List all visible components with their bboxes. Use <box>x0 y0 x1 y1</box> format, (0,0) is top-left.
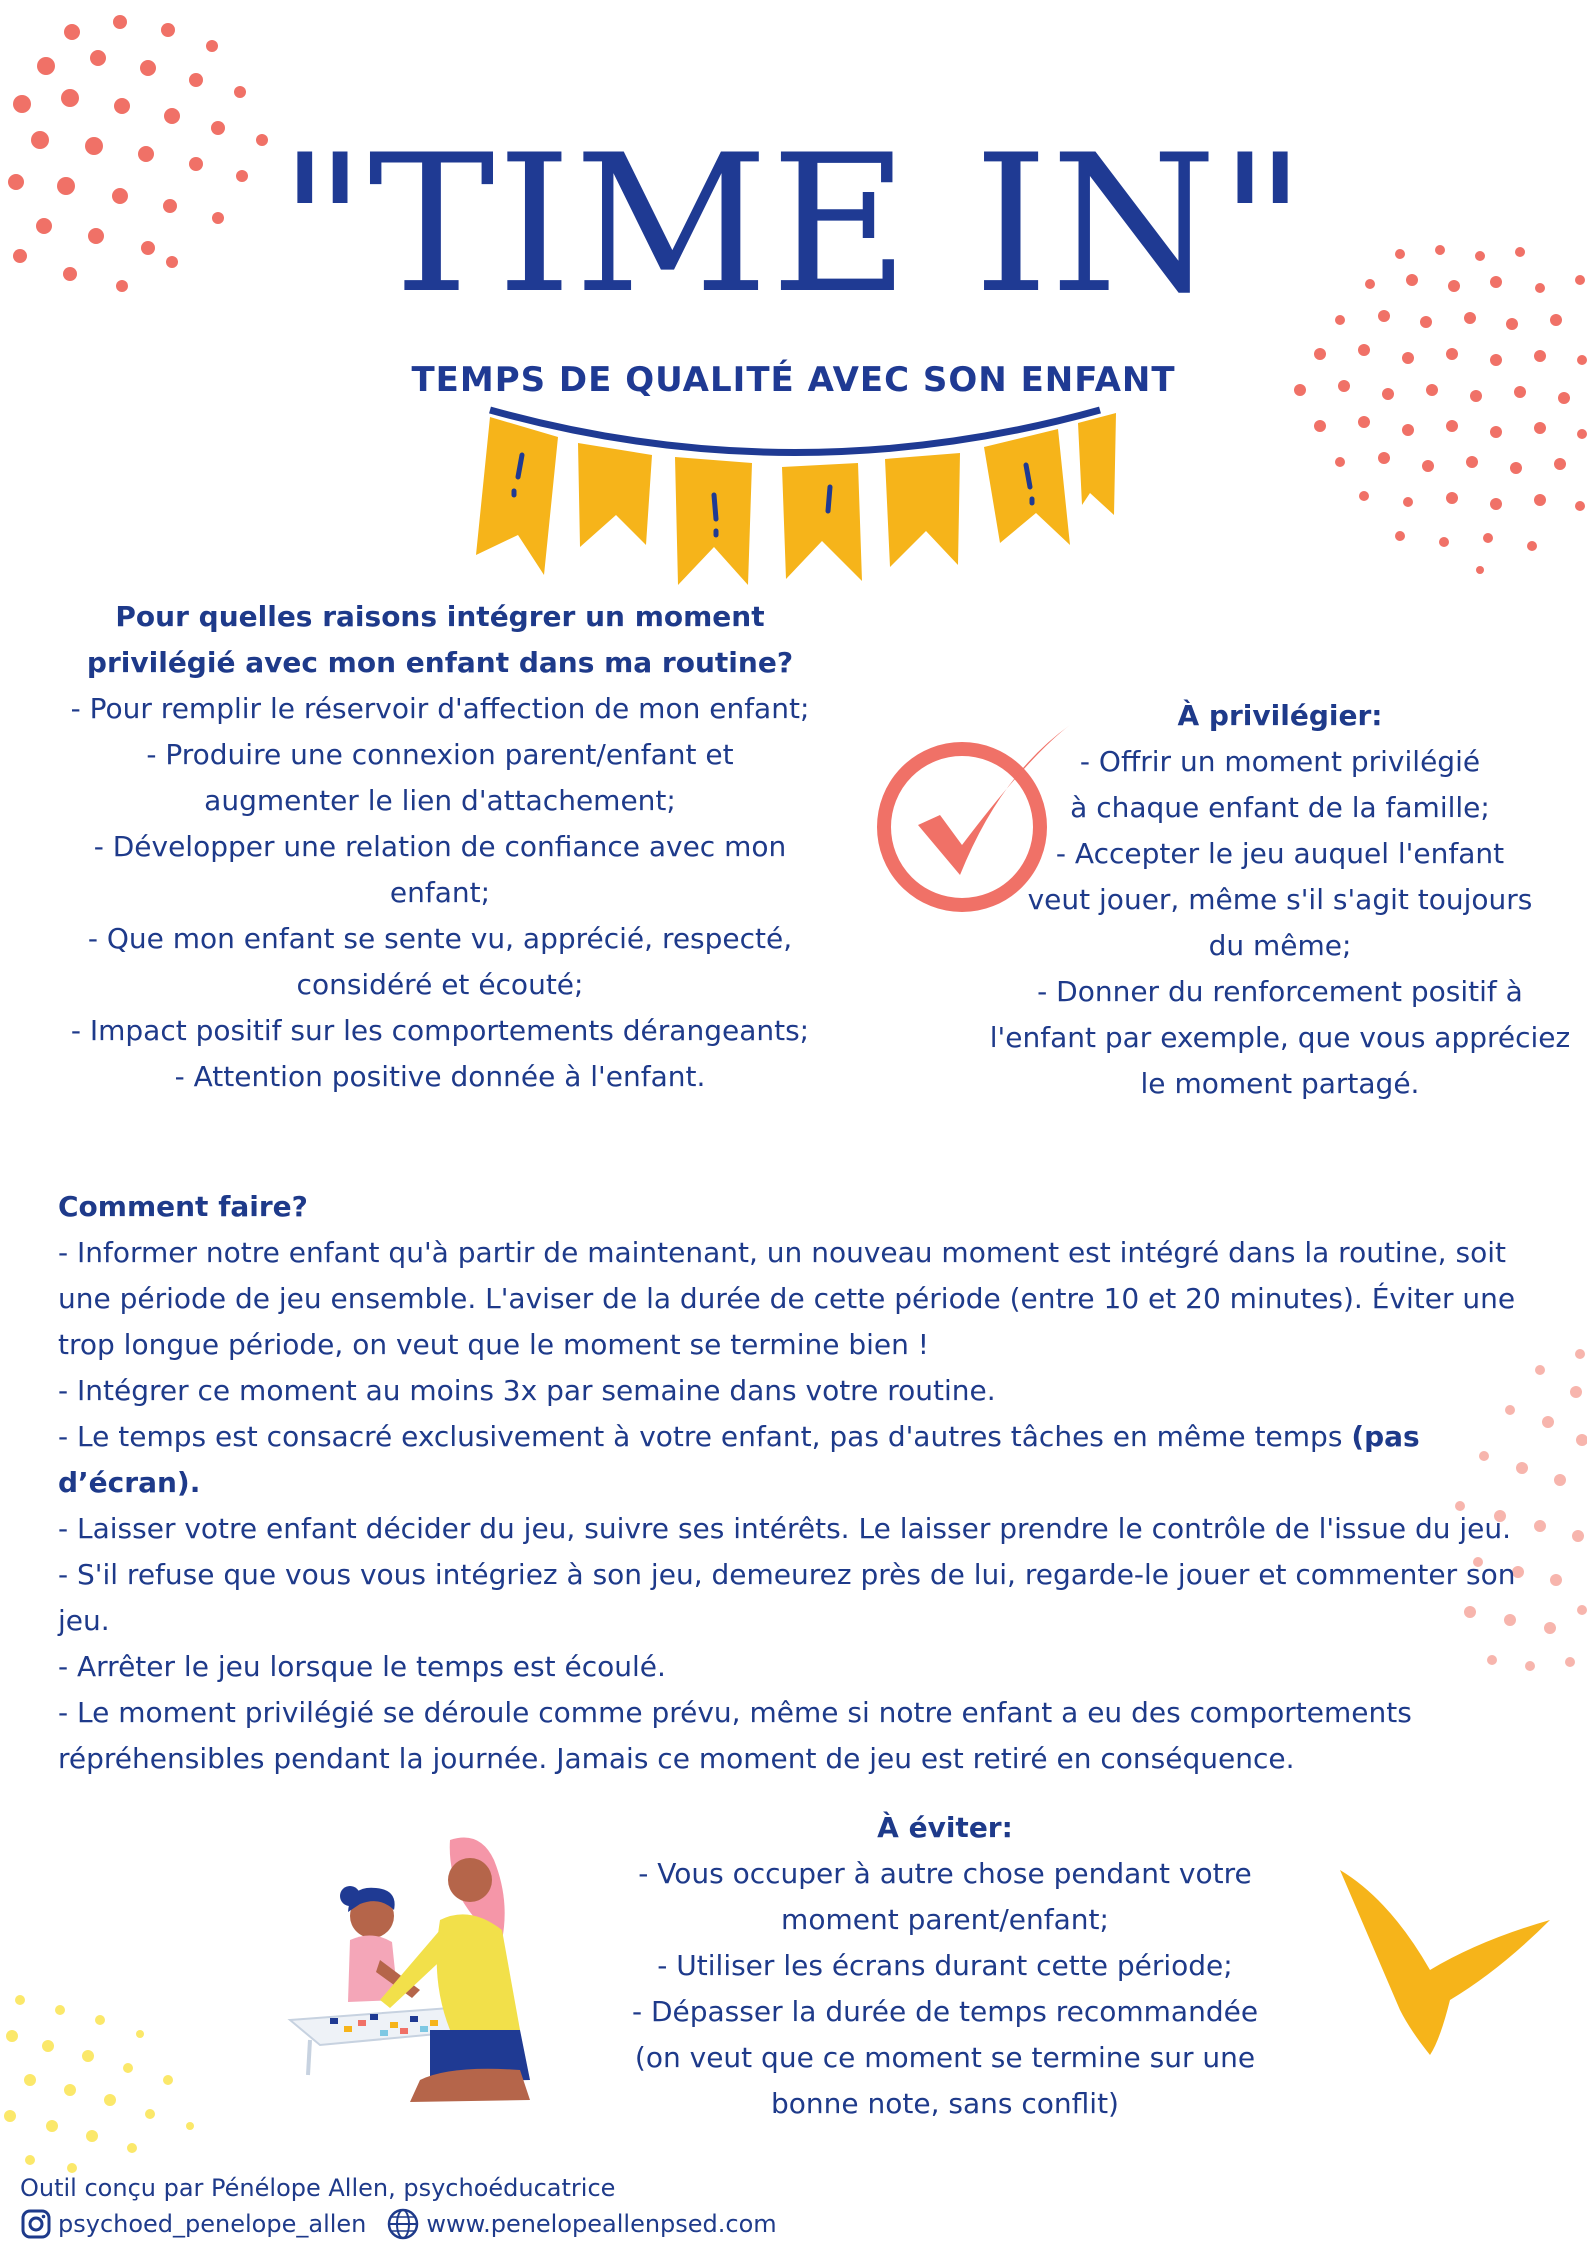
reasons-section <box>40 594 840 1100</box>
howto-line: répréhensibles pendant la journée. Jamais ce moment de jeu est retiré en conséquence. <box>58 1742 1295 1775</box>
avoid-line: - Vous occuper à autre chose pendant votre <box>638 1857 1252 1890</box>
howto-line: - Laisser votre enfant décider du jeu, suivre ses intérêts. Le laisser prendre le contrôle de l'issue du jeu. <box>58 1512 1512 1545</box>
cross-mark-icon <box>1330 1860 1560 2060</box>
howto-line-with-bold <box>58 1414 1558 1460</box>
howto-line: - S'il refuse que vous vous intégriez à son jeu, demeurez près de lui, regarde-le jouer et commenter son <box>58 1558 1516 1591</box>
instagram-handle[interactable]: psychoed_penelope_allen <box>58 2210 367 2238</box>
reasons-line: - Développer une relation de confiance avec mon <box>93 830 787 863</box>
reasons-line: - Attention positive donnée à l'enfant. <box>174 1060 706 1093</box>
howto-bold-pas: (pas <box>1351 1420 1420 1453</box>
howto-line: - Le moment privilégié se déroule comme prévu, même si notre enfant a eu des comportements <box>58 1696 1412 1729</box>
reasons-line: - Impact positif sur les comportements dérangeants; <box>70 1014 810 1047</box>
howto-line: - Intégrer ce moment au moins 3x par semaine dans votre routine. <box>58 1374 996 1407</box>
avoid-heading: À éviter: <box>877 1811 1013 1844</box>
howto-line: jeu. <box>58 1604 110 1637</box>
howto-section <box>58 1184 1558 1782</box>
bunting-banner-icon <box>470 395 1120 595</box>
privilege-line: l'enfant par exemple, que vous appréciez <box>989 1021 1571 1054</box>
privilege-section <box>980 693 1580 1107</box>
page-subtitle: TEMPS DE QUALITÉ AVEC SON ENFANT <box>411 360 1176 400</box>
avoid-line: - Utiliser les écrans durant cette période; <box>657 1949 1233 1982</box>
howto-line: une période de jeu ensemble. L'aviser de la durée de cette période (entre 10 et 20 minutes). Éviter une <box>58 1282 1516 1315</box>
avoid-line: - Dépasser la durée de temps recommandée <box>631 1995 1259 2028</box>
yellow-dots-bottom-left <box>0 1980 240 2180</box>
reasons-line: augmenter le lien d'attachement; <box>204 784 676 817</box>
avoid-line: bonne note, sans conflit) <box>771 2087 1119 2120</box>
reasons-line: enfant; <box>389 876 491 909</box>
page-title: "TIME IN" <box>278 114 1309 335</box>
reasons-line: - Produire une connexion parent/enfant et <box>146 738 734 771</box>
footer-social <box>20 2206 777 2242</box>
privilege-line: - Donner du renforcement positif à <box>1037 975 1523 1008</box>
instagram-icon <box>20 2208 52 2240</box>
privilege-line: veut jouer, même s'il s'agit toujours <box>1027 883 1533 916</box>
howto-heading: Comment faire? <box>58 1190 308 1223</box>
reasons-line: - Que mon enfant se sente vu, apprécié, respecté, <box>87 922 793 955</box>
reasons-line: considéré et écouté; <box>296 968 584 1001</box>
privilege-line: du même; <box>1208 929 1352 962</box>
website-link[interactable]: www.penelopeallenpsed.com <box>426 2210 777 2238</box>
reasons-heading-line1: Pour quelles raisons intégrer un moment <box>115 600 765 633</box>
privilege-line: le moment partagé. <box>1140 1067 1420 1100</box>
avoid-line: (on veut que ce moment se termine sur une <box>634 2041 1256 2074</box>
howto-line: - Arrêter le jeu lorsque le temps est écoulé. <box>58 1650 666 1683</box>
avoid-section <box>630 1805 1260 2127</box>
privilege-line: - Offrir un moment privilégié <box>1079 745 1481 778</box>
reasons-heading-line2: privilégié avec mon enfant dans ma routine? <box>86 646 794 679</box>
parent-child-puzzle-illustration <box>280 1830 560 2120</box>
howto-line: - Informer notre enfant qu'à partir de maintenant, un nouveau moment est intégré dans la routine, soit <box>58 1236 1506 1269</box>
avoid-line: moment parent/enfant; <box>781 1903 1109 1936</box>
privilege-line: - Accepter le jeu auquel l'enfant <box>1055 837 1505 870</box>
reasons-line: - Pour remplir le réservoir d'affection de mon enfant; <box>70 692 810 725</box>
globe-icon <box>386 2207 420 2241</box>
howto-bold-ecran: d’écran). <box>58 1466 201 1499</box>
privilege-line: à chaque enfant de la famille; <box>1070 791 1490 824</box>
howto-line: - Le temps est consacré exclusivement à votre enfant, pas d'autres tâches en même temps <box>58 1420 1352 1453</box>
footer-credit: Outil conçu par Pénélope Allen, psychoéducatrice <box>20 2174 616 2202</box>
howto-line: trop longue période, on veut que le moment se termine bien ! <box>58 1328 930 1361</box>
privilege-heading: À privilégier: <box>1177 699 1383 732</box>
